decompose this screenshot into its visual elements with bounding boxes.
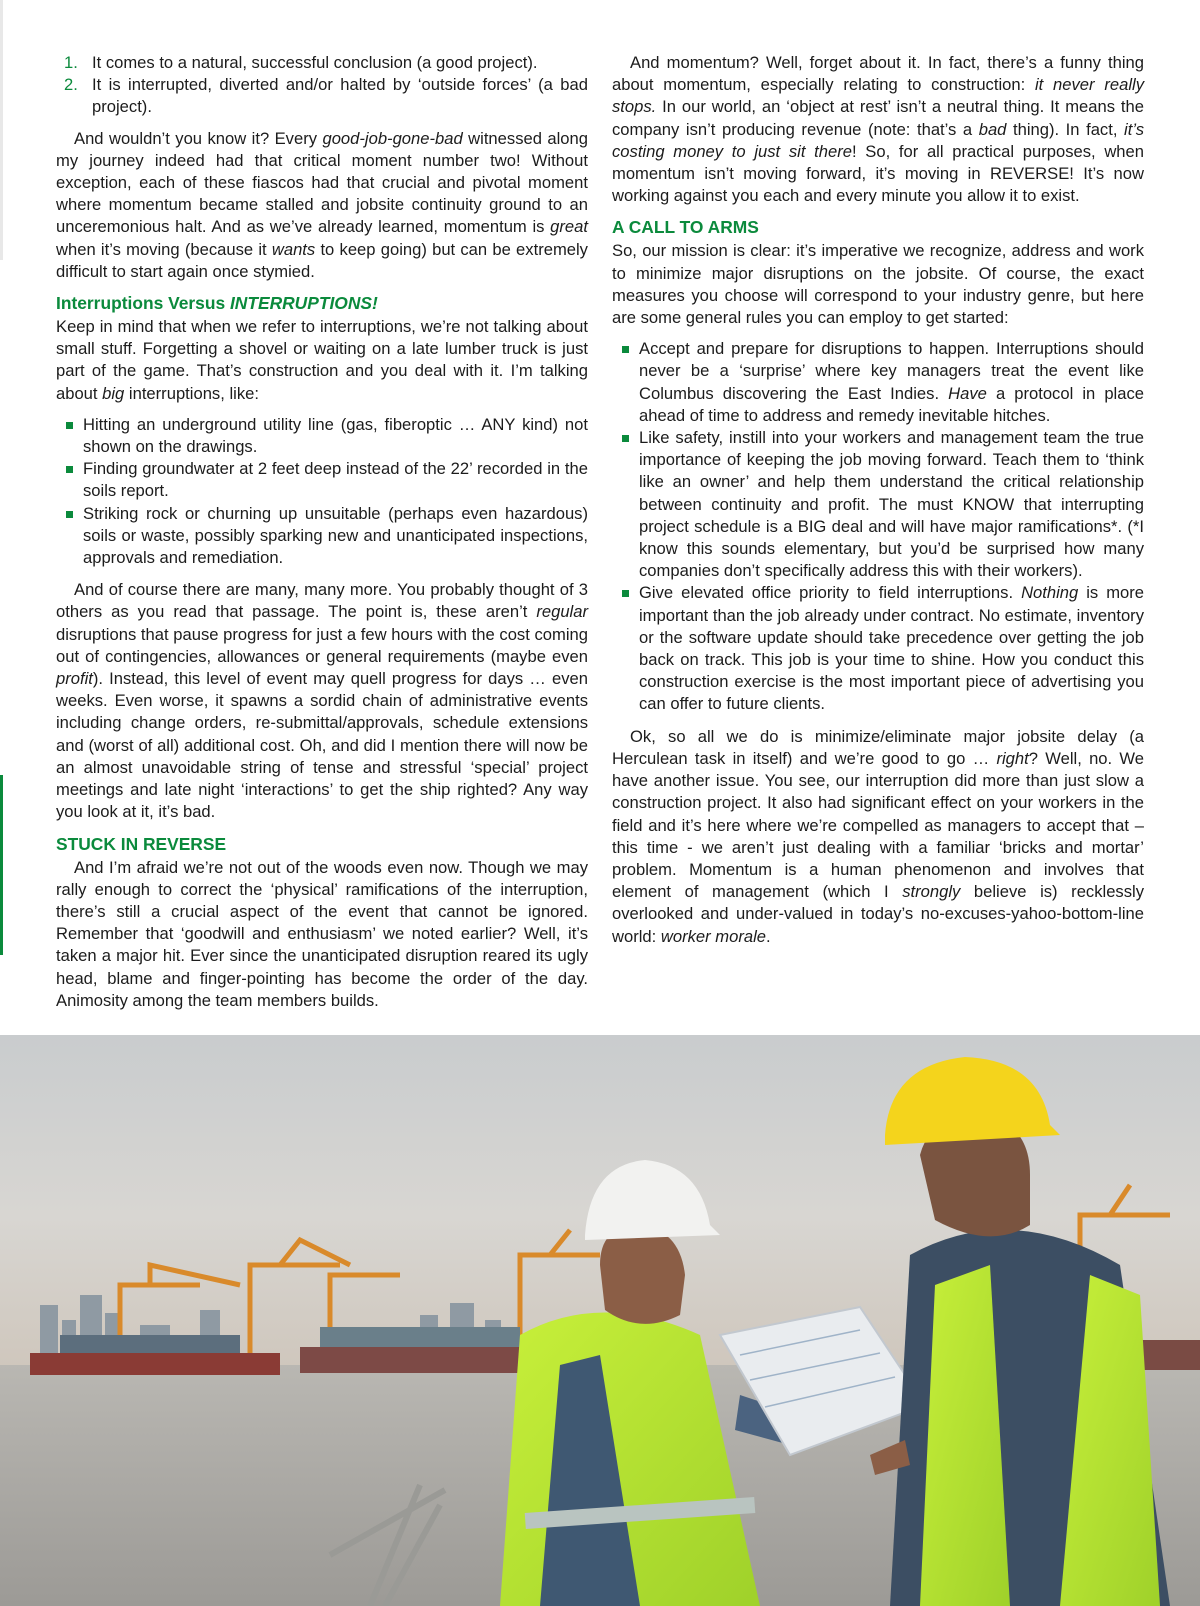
section-heading: A CALL TO ARMS (612, 217, 759, 238)
ship-hull (30, 1353, 280, 1375)
text-run: ! So, for all practical purposes, when momentum isn’t moving forward, it’s moving in REVERSE! It’s now working against you each and every minute you allow it to exist. (612, 141, 1144, 206)
paragraph (612, 726, 1144, 948)
bullet-text: Like safety, instill into your workers and management team the true importance of keeping the job moving forward. Teach them to ‘think like an owner’ and help them understand the critical relationship between continuity and profit. The must KNOW that interrupting project schedule is a BIG deal and will have major ramifications*. (*I know this sounds elementary, but you’d be surprised how many companies don’t specifically address this with their workers). (639, 428, 1144, 581)
text-run: to keep going) but can be extremely difficult to start again once stymied. (56, 239, 588, 281)
heading-text: Interruptions Versus (56, 293, 230, 314)
text-run: And of course there are many, many more. You probably thought of 3 others as you read that passage. The point is, these aren’t (56, 580, 588, 622)
text-run: disruptions that pause progress for just a few hours with the cost coming out of contingencies, allowances or general requirements (maybe even (56, 624, 588, 666)
list-item (612, 427, 1144, 582)
text-run: thing). In fact, (1006, 119, 1125, 139)
bullet-text: Finding groundwater at 2 feet deep instead of the 22’ recorded in the soils report. (83, 459, 588, 501)
emphasis: Nothing (1021, 583, 1079, 603)
text-run: . (766, 926, 771, 946)
paragraph: So, our mission is clear: it’s imperative we recognize, address and work to minimize major disruptions on the jobsite. Of course, the exact measures you choose will correspond to your industry genre, but here are some general rules you can employ to get started: (612, 241, 1144, 328)
text-run: ). Instead, this level of event may quell progress for days … even weeks. Even worse, it spawns a sordid chain of administrative events including change orders, re-submittal/approvals, schedule extensions and (worst of all) additional cost. Oh, and did I mention there will now be an almost unavoidable string of tense and stressful ‘special’ project meetings and late night ‘interactions’ to get the ship righted? Any way you look at it, it’s bad. (56, 669, 588, 822)
section-heading (56, 292, 588, 314)
list-item (56, 503, 588, 570)
bullet-text: Striking rock or churning up unsuitable (perhaps even hazardous) soils or waste, possibly sparking new and unanticipated inspections, approvals and remediation. (83, 503, 588, 568)
list-item (56, 414, 588, 458)
containers (320, 1327, 520, 1347)
bullet-list (56, 414, 588, 569)
text-run: And wouldn’t you know it? Every (74, 128, 323, 148)
list-number: 1. (64, 53, 78, 72)
emphasis: regular (536, 602, 588, 622)
paragraph (56, 316, 588, 405)
text-run: Keep in mind that when we refer to interruptions, we’re not talking about small stuff. Forgetting a shovel or waiting on a late lumber truck is just part of the game. That’s construction and you deal with it. I’m talking about (56, 317, 588, 403)
emphasis: great (550, 217, 588, 237)
bullet-text: Give elevated office priority to field interruptions. (639, 583, 1022, 603)
text-run: interruptions, like: (124, 383, 259, 403)
heading-emphasis: INTERRUPTIONS! (229, 293, 378, 314)
emphasis: profit (56, 669, 93, 689)
emphasis: right (996, 748, 1029, 768)
paragraph: And I’m afraid we’re not out of the woods even now. Though we may rally enough to correct the ‘physical’ ramifications of the interruption, there’s still a crucial aspect of the event that cannot be ignored. Remember that ‘goodwill and enthusiasm’ we noted earlier? Well, it’s taken a major hit. Ever since the unanticipated disruption reared its ugly head, blame and finger-pointing has become the order of the day. Animosity among the team members builds. (56, 857, 588, 1010)
left-column (56, 52, 588, 1021)
text-run: believe is) recklessly overlooked and under-valued in today’s no-excuses-yahoo-bottom-line world: (612, 882, 1145, 946)
bullet-text: Hitting an underground utility line (gas, fiberoptic … ANY kind) not shown on the drawings. (83, 414, 588, 457)
emphasis: big (102, 383, 125, 403)
emphasis: bad (978, 119, 1007, 139)
containers (60, 1335, 240, 1353)
bullet-text: Accept and prepare for disruptions to happen. Interruptions should never be a ‘surprise’ where key managers treat the event like Columbus discovering the East Indies. (639, 339, 1144, 403)
bullet-text: is more important than the job already under contract. No estimate, inventory or the software update should take precedence over getting the job back on track. This job is your time to shine. How you conduct this construction exercise is the most important piece of advertising you can offer to future clients. (639, 583, 1145, 714)
section-heading: STUCK IN REVERSE (56, 833, 227, 854)
list-text: It is interrupted, diverted and/or halted by ‘outside forces’ (a bad project). (92, 75, 588, 117)
list-item (612, 582, 1144, 715)
left-edge-accent (0, 775, 3, 955)
emphasis: worker morale (660, 926, 766, 946)
bullet-list (612, 338, 1144, 715)
text-run: Ok, so all we do is minimize/eliminate major jobsite delay (a Herculean task in itself) and we’re good to go … (612, 726, 1144, 768)
bullet-text: a protocol in place ahead of time to address and remedy inevitable hitches. (639, 383, 1144, 425)
text-run: ? Well, no. We have another issue. You see, our interruption did more than just slow a construction project. It also had significant effect on your workers in the field and it’s here where we’re compelled as managers to accept that – this time - we aren’t just dealing with a familiar ‘bricks and mortar’ problem. Momentum is a human phenomenon and involves that element of management (which I (612, 748, 1144, 902)
list-text: It comes to a natural, successful conclusion (a good project). (92, 53, 538, 72)
square-bullet-icon (66, 511, 73, 518)
paragraph (56, 128, 588, 283)
list-item (56, 74, 588, 118)
list-item (56, 458, 588, 502)
emphasis: Have (948, 383, 987, 403)
square-bullet-icon (622, 590, 629, 597)
text-run: witnessed along my journey indeed had that critical moment number two! Without exception, each of these fiascos had that crucial and pivotal moment where momentum became stalled and jobsite continuity ground to an unceremonious halt. And as we’ve already learned, momentum is (56, 128, 588, 237)
emphasis: it never really stops. (612, 75, 1144, 117)
text-run: In our world, an ‘object at rest’ isn’t a neutral thing. It means the company isn’t producing revenue (note: that’s a (612, 97, 1144, 139)
text-run: And momentum? Well, forget about it. In fact, there’s a funny thing about momentum, especially relating to construction: (612, 53, 1144, 95)
photo-illustration (0, 1035, 1200, 1606)
numbered-list (56, 52, 588, 119)
list-number: 2. (64, 75, 78, 95)
square-bullet-icon (622, 346, 629, 353)
paragraph (56, 579, 588, 823)
square-bullet-icon (66, 466, 73, 473)
emphasis: it’s costing money to just sit there (612, 119, 1144, 161)
emphasis: wants (271, 239, 316, 259)
port-workers-photo (0, 1035, 1200, 1606)
text-run: when it’s moving (because it (56, 239, 272, 259)
square-bullet-icon (66, 422, 73, 429)
list-item (56, 52, 588, 74)
square-bullet-icon (622, 435, 629, 442)
left-edge-accent-top (0, 0, 3, 260)
ship-hull (300, 1347, 530, 1373)
emphasis: strongly (902, 882, 961, 902)
paragraph (612, 52, 1144, 207)
emphasis: good-job-gone-bad (322, 128, 463, 148)
right-column (612, 52, 1144, 957)
list-item (612, 338, 1144, 427)
